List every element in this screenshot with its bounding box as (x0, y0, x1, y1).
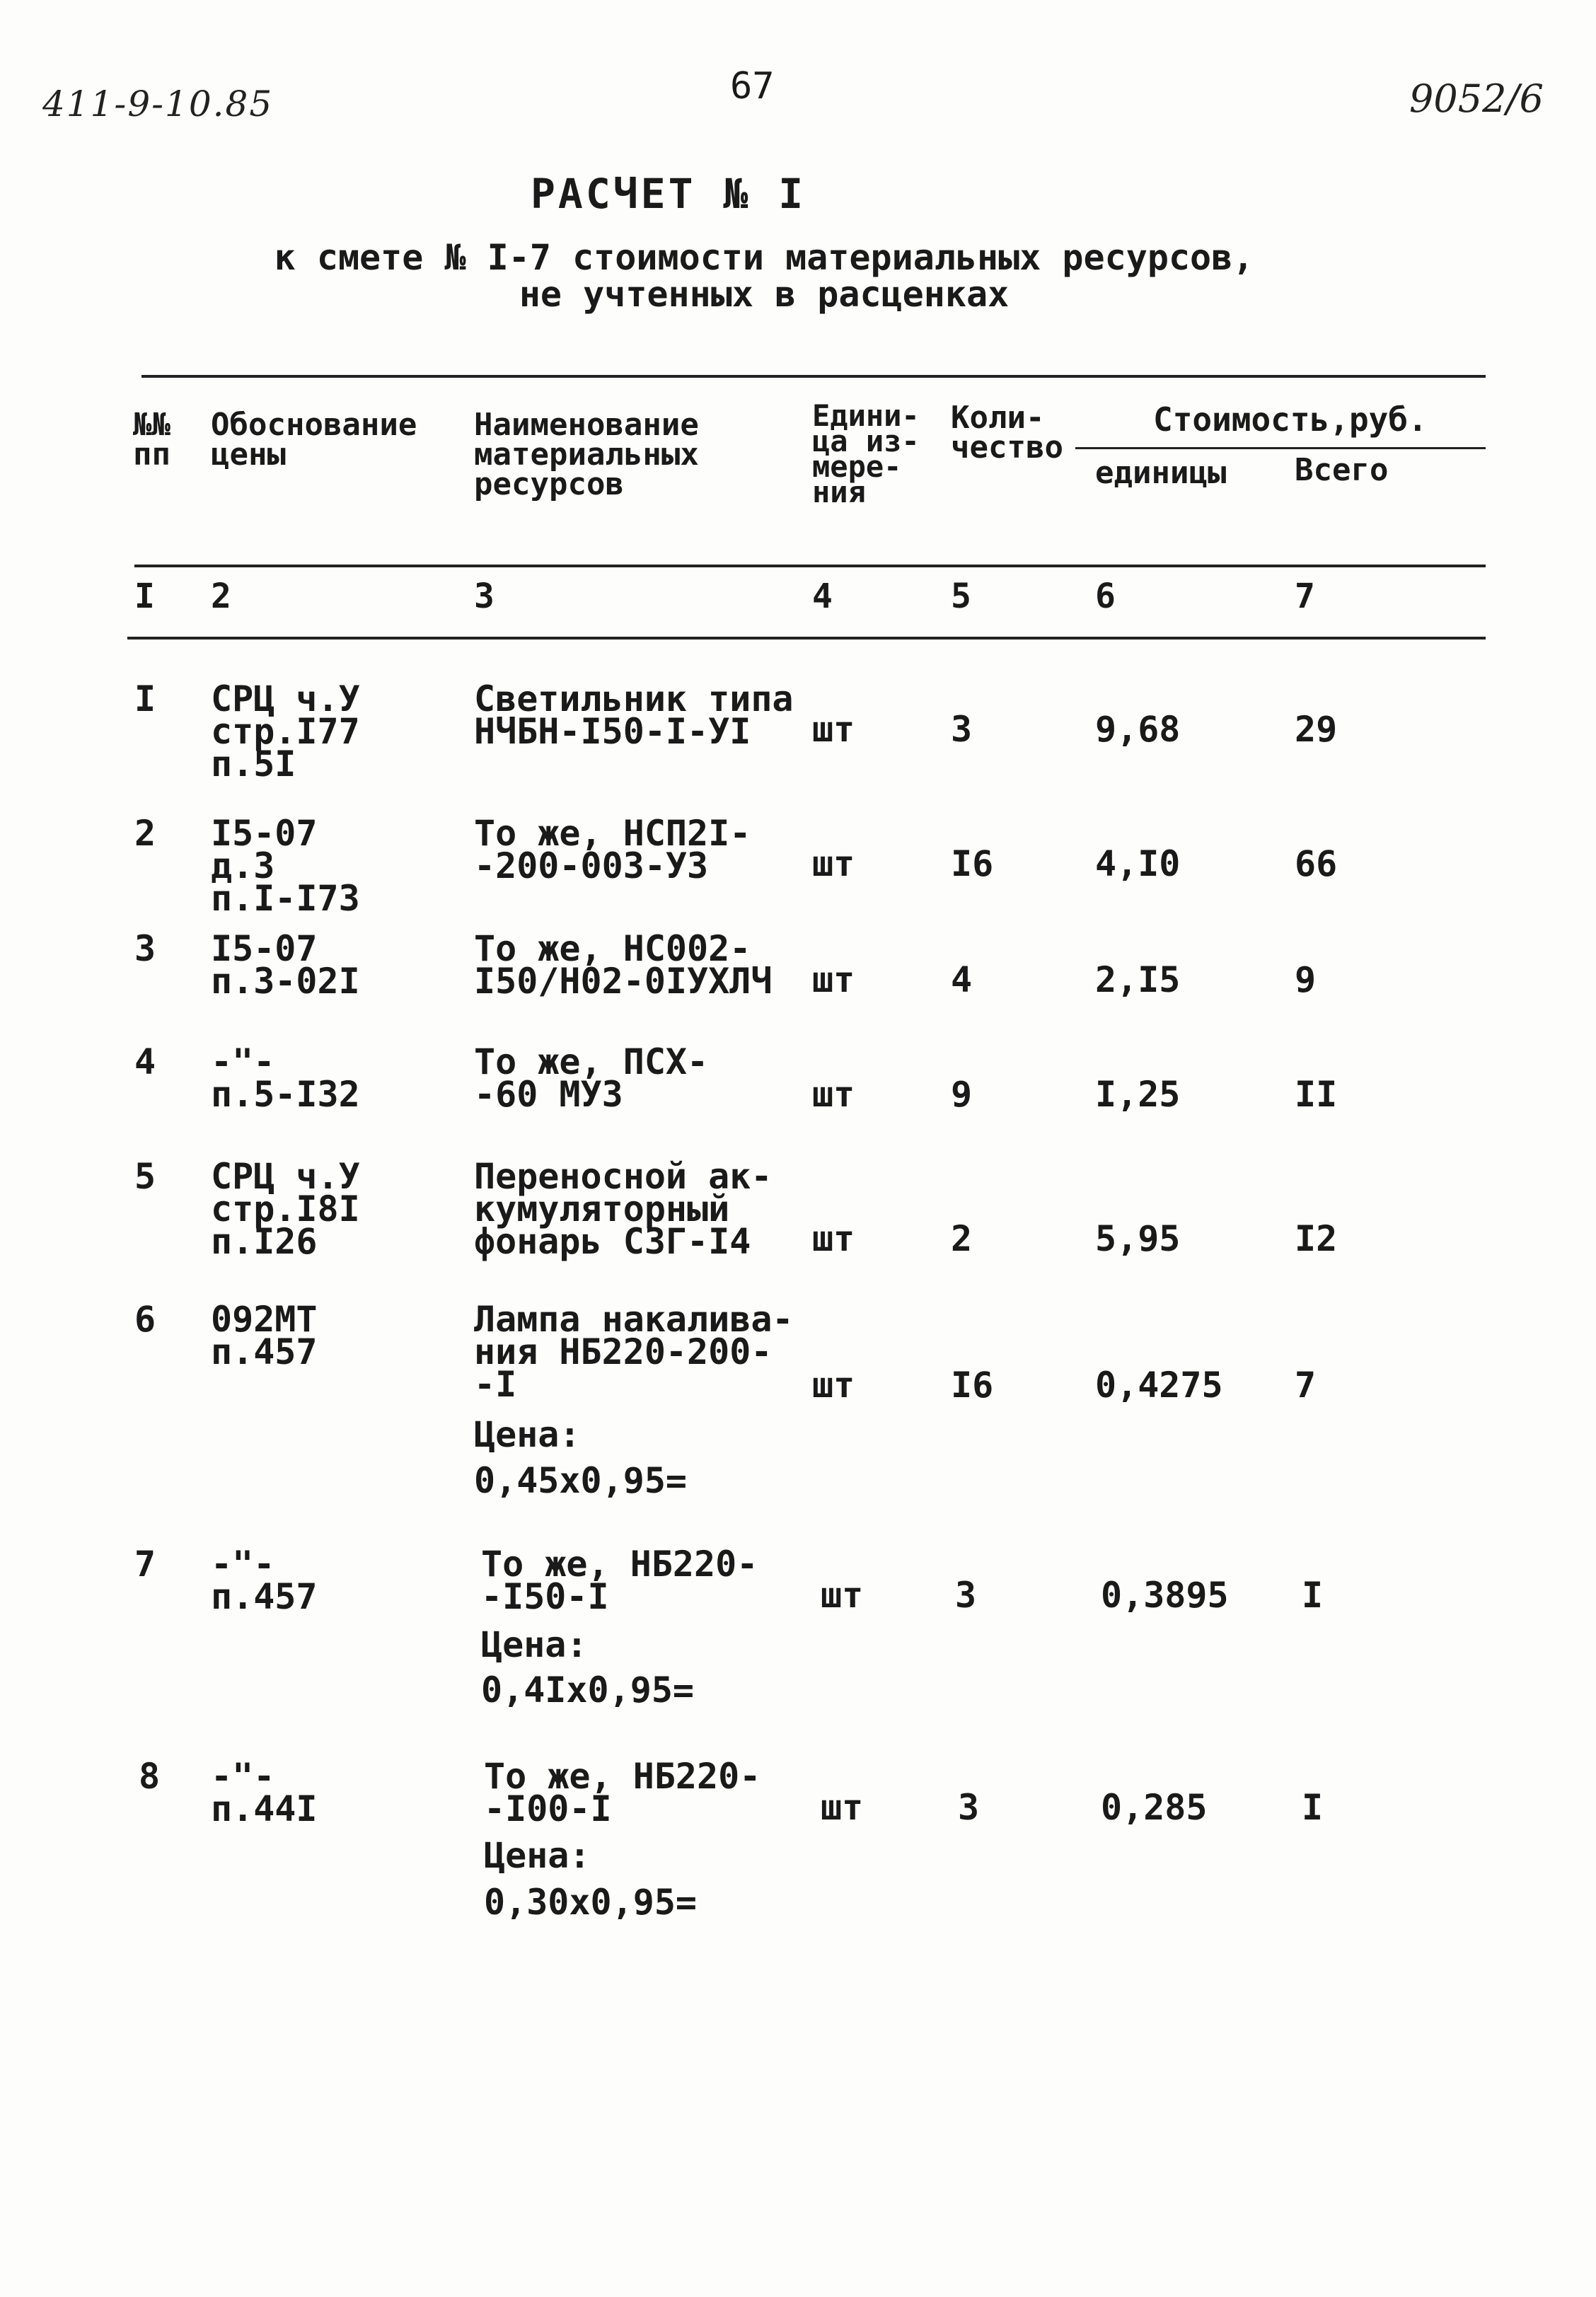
row-total: I (1302, 1575, 1324, 1616)
row-resource-name: Светильник типа НЧБН-I50-I-УI (474, 678, 794, 752)
row-unit-price: 2,I5 (1095, 959, 1181, 1000)
row-quantity: 3 (958, 1787, 980, 1828)
row-total: II (1295, 1074, 1338, 1115)
row-basis: 092МТ п.457 (211, 1299, 318, 1372)
row-resource-name: То же, ПСХ- -60 МУЗ (474, 1041, 709, 1115)
row-unit: шт (812, 1074, 855, 1115)
row-price-note-formula: 0,45х0,95= (474, 1460, 688, 1501)
header-num: №№ пп (133, 407, 170, 473)
row-unit-price: 0,285 (1101, 1787, 1208, 1828)
row-unit: шт (821, 1575, 864, 1616)
row-unit-price: I,25 (1095, 1074, 1181, 1115)
column-number: I (134, 577, 155, 616)
row-unit: шт (812, 843, 855, 884)
row-unit-price: 0,4275 (1095, 1365, 1223, 1406)
row-price-note-label: Цена: (484, 1835, 591, 1876)
row-resource-name: То же, НСП2I- -200-003-УЗ (474, 813, 751, 886)
row-unit-price: 4,I0 (1095, 843, 1181, 884)
row-resource-name: То же, НБ220- -I00-I (484, 1756, 761, 1829)
row-unit: шт (812, 709, 855, 750)
row-basis: СРЦ ч.У стр.I77 п.5I (211, 678, 360, 785)
row-price-note-formula: 0,4Iх0,95= (481, 1670, 695, 1711)
row-quantity: 9 (951, 1074, 973, 1115)
header-cost-unit: единицы (1095, 455, 1227, 491)
column-number: 6 (1095, 577, 1116, 616)
subtitle-line-2: не учтенных в расценках (519, 274, 1010, 315)
header-cost-total: Всего (1295, 452, 1389, 488)
row-quantity: 3 (951, 709, 973, 750)
row-number: 2 (134, 813, 156, 854)
row-number: 7 (134, 1544, 156, 1585)
row-number: 5 (134, 1156, 156, 1197)
row-quantity: 2 (951, 1218, 973, 1259)
row-resource-name: То же, НС002- I50/Н02-0IУХЛЧ (474, 928, 773, 1002)
column-number: 4 (812, 577, 833, 616)
row-number: 8 (139, 1756, 161, 1797)
row-quantity: 3 (955, 1575, 977, 1616)
column-number: 7 (1295, 577, 1315, 616)
column-number: 5 (951, 577, 971, 616)
sheet-reference: 9052/6 (1409, 76, 1544, 121)
cost-header-rule (1075, 447, 1486, 449)
row-number: 3 (134, 928, 156, 969)
row-unit-price: 9,68 (1095, 709, 1181, 750)
row-basis: -"- п.5-I32 (211, 1041, 360, 1115)
row-basis: I5-07 п.3-02I (211, 928, 360, 1002)
header-unit: Едини- ца из- мере- ния (812, 398, 920, 509)
table-top-rule (141, 375, 1486, 378)
document-code: 411-9-10.85 (42, 83, 274, 125)
row-total: I (1302, 1787, 1324, 1828)
column-number: 2 (211, 577, 231, 616)
row-number: I (134, 678, 156, 719)
row-number: 4 (134, 1041, 156, 1082)
row-unit-price: 0,3895 (1101, 1575, 1229, 1616)
row-unit: шт (821, 1787, 864, 1828)
document-title: РАСЧЕТ № I (531, 170, 806, 218)
row-quantity: I6 (951, 1365, 994, 1406)
document-subtitle (262, 239, 1266, 313)
row-price-note-formula: 0,30х0,95= (484, 1882, 698, 1923)
header-cost: Стоимость,руб. (1153, 400, 1428, 439)
row-unit-price: 5,95 (1095, 1218, 1181, 1259)
row-price-note-label: Цена: (481, 1624, 588, 1665)
header-bottom-rule (134, 565, 1486, 567)
row-total: 29 (1295, 709, 1338, 750)
row-total: 9 (1295, 959, 1317, 1000)
row-unit: шт (812, 1365, 855, 1406)
row-total: 66 (1295, 843, 1338, 884)
row-total: 7 (1295, 1365, 1317, 1406)
header-basis: Обоснование цены (211, 407, 417, 473)
row-unit: шт (812, 1218, 855, 1259)
page-number: 67 (730, 65, 775, 108)
row-unit: шт (812, 959, 855, 1000)
row-quantity: 4 (951, 959, 973, 1000)
column-number: 3 (474, 577, 495, 616)
header-name: Наименование материальных ресурсов (474, 407, 699, 502)
row-total: I2 (1295, 1218, 1338, 1259)
column-numbers-rule (127, 637, 1486, 640)
row-quantity: I6 (951, 843, 994, 884)
subtitle-line-1: к смете № I-7 стоимости материальных ресурсов, (274, 237, 1254, 278)
row-resource-name: То же, НБ220- -I50-I (481, 1544, 758, 1617)
row-basis: I5-07 д.3 п.I-I73 (211, 813, 360, 919)
row-number: 6 (134, 1299, 156, 1340)
header-qty: Коли- чество (951, 400, 1063, 465)
row-resource-name: Переносной ак- кумуляторный фонарь СЗГ-I4 (474, 1156, 773, 1262)
row-price-note-label: Цена: (474, 1414, 581, 1455)
row-resource-name: Лампа накалива- ния НБ220-200- -I (474, 1299, 794, 1405)
row-basis: СРЦ ч.У стр.I8I п.I26 (211, 1156, 360, 1262)
row-basis: -"- п.44I (211, 1756, 318, 1829)
row-basis: -"- п.457 (211, 1544, 318, 1617)
